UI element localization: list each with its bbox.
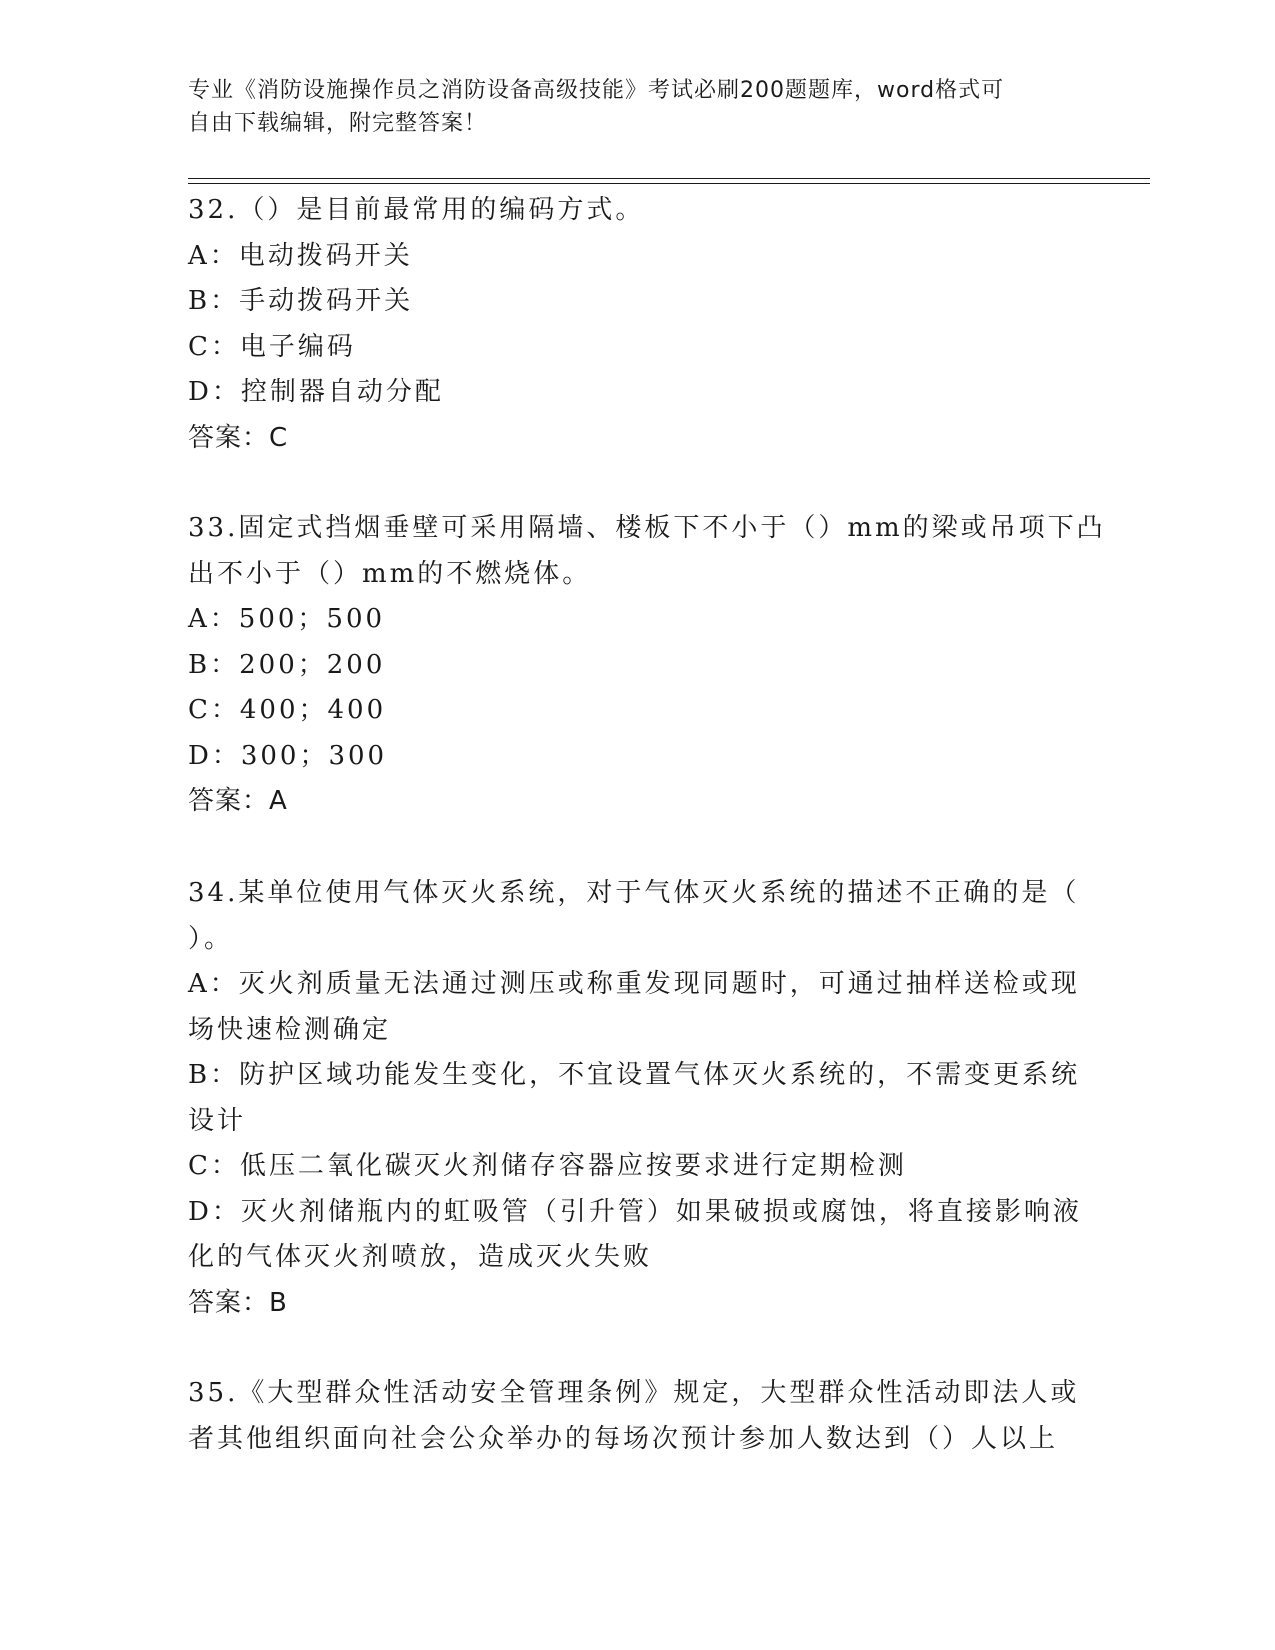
option-b: B：200；200 bbox=[188, 649, 386, 680]
question-stem-continued: 者其他组织面向社会公众举办的每场次预计参加人数达到（）人以上 bbox=[188, 1423, 1059, 1454]
question-stem: 33.固定式挡烟垂壁可采用隔墙、楼板下不小于（）mm的梁或吊项下凸 bbox=[188, 513, 1106, 543]
option-c: C：400；400 bbox=[188, 695, 387, 725]
option-c: C：低压二氧化碳灭火剂储存容器应按要求进行定期检测 bbox=[188, 1151, 907, 1181]
answer-line: 答案：B bbox=[188, 1287, 288, 1318]
option-d: D：300；300 bbox=[188, 740, 388, 771]
question-34 bbox=[188, 871, 1082, 1326]
option-d: D：灭火剂储瓶内的虹吸管（引升管）如果破损或腐蚀，将直接影响液 bbox=[188, 1196, 1082, 1227]
option-a: A：500；500 bbox=[188, 604, 386, 634]
header-divider-bottom bbox=[188, 183, 1150, 184]
header-divider-top bbox=[188, 178, 1150, 179]
option-c: C：电子编码 bbox=[188, 331, 356, 362]
question-32 bbox=[188, 188, 1068, 461]
question-33 bbox=[188, 506, 1106, 825]
option-b-continued: 设计 bbox=[188, 1105, 247, 1136]
option-d-continued: 化的气体灭火剂喷放，造成灭火失败 bbox=[188, 1242, 653, 1272]
option-a: A：电动拨码开关 bbox=[188, 240, 413, 271]
option-b: B：防护区域功能发生变化，不宜设置气体灭火系统的，不需变更系统 bbox=[188, 1060, 1081, 1090]
question-stem-continued: 出不小于（）mm的不燃烧体。 bbox=[188, 558, 592, 589]
header-line-2: 自由下载编辑，附完整答案！ bbox=[188, 111, 488, 136]
question-stem: 35.《大型群众性活动安全管理条例》规定，大型群众性活动即法人或 bbox=[188, 1378, 1080, 1408]
question-35 bbox=[188, 1371, 1080, 1462]
option-d: D：控制器自动分配 bbox=[188, 377, 444, 407]
option-b: B：手动拨码开关 bbox=[188, 286, 414, 316]
header-line-1: 专业《消防设施操作员之消防设备高级技能》考试必刷200题题库，word格式可 bbox=[188, 78, 1005, 103]
answer-line: 答案：C bbox=[188, 422, 289, 453]
answer-line: 答案：A bbox=[188, 786, 288, 816]
question-stem: 34.某单位使用气体灭火系统，对于气体灭火系统的描述不正确的是（ bbox=[188, 878, 1080, 908]
document-header bbox=[188, 74, 1068, 140]
option-a: A：灭火剂质量无法通过测压或称重发现同题时，可通过抽样送检或现 bbox=[188, 969, 1080, 999]
question-stem-continued: ）。 bbox=[188, 923, 234, 954]
option-a-continued: 场快速检测确定 bbox=[188, 1014, 392, 1045]
question-stem: 32.（）是目前最常用的编码方式。 bbox=[188, 195, 645, 225]
